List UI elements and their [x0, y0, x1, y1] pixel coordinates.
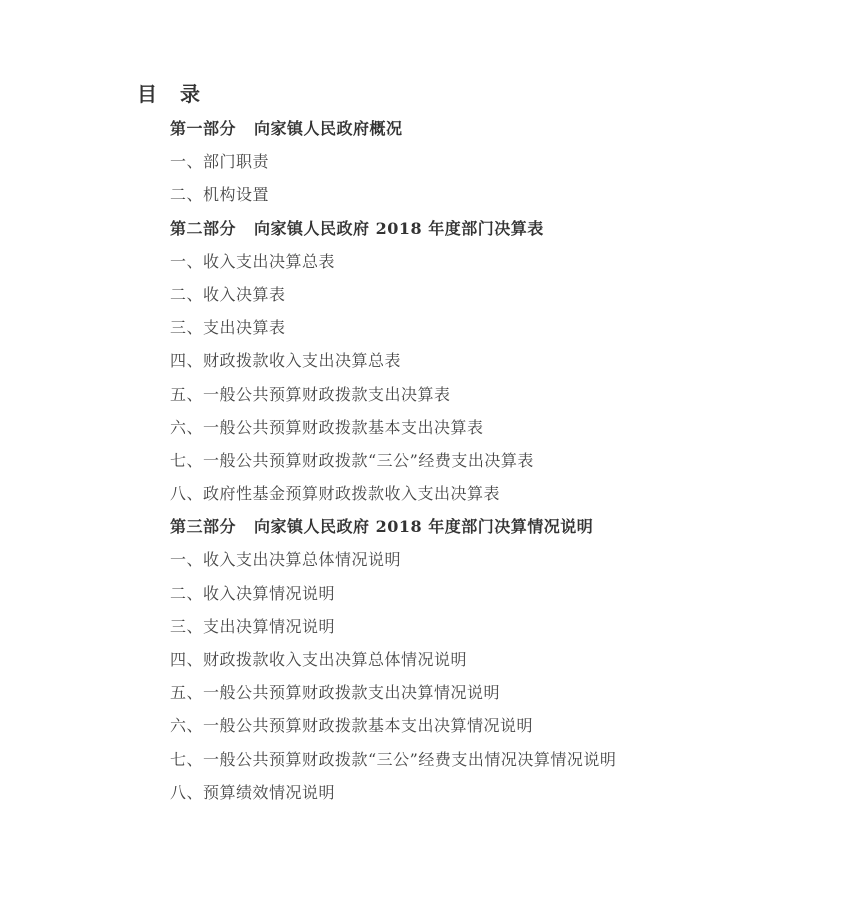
toc-item: 五、一般公共预算财政拨款支出决算表 — [170, 384, 451, 404]
toc-item: 四、财政拨款收入支出决算总表 — [170, 351, 402, 371]
part-heading: 向家镇人民政府 2018 年度部门决算情况说明 — [254, 517, 594, 537]
part-heading: 向家镇人民政府概况 — [254, 119, 403, 138]
toc-item: 二、收入决算表 — [170, 284, 286, 304]
toc-part-heading — [170, 212, 616, 245]
toc-item: 一、部门职责 — [170, 152, 270, 172]
toc-item: 二、机构设置 — [170, 185, 270, 205]
toc-item: 六、一般公共预算财政拨款基本支出决算情况说明 — [170, 716, 534, 736]
toc-list — [170, 112, 616, 809]
toc-part-heading — [170, 510, 616, 543]
toc-item: 四、财政拨款收入支出决算总体情况说明 — [170, 650, 468, 669]
toc-item: 七、一般公共预算财政拨款“三公”经费支出情况决算情况说明 — [170, 749, 617, 769]
toc-item: 八、预算绩效情况说明 — [170, 782, 336, 802]
part-label: 第三部分 — [170, 517, 237, 537]
part-label: 第一部分 — [170, 119, 237, 138]
toc-item: 五、一般公共预算财政拨款支出决算情况说明 — [170, 683, 501, 703]
toc-item: 三、支出决算情况说明 — [170, 616, 336, 636]
toc-part-heading — [170, 112, 616, 145]
toc-item: 一、收入支出决算总表 — [170, 251, 336, 271]
toc-item: 三、支出决算表 — [170, 318, 286, 338]
toc-item: 一、收入支出决算总体情况说明 — [170, 550, 402, 570]
toc-title: 目 录 — [137, 82, 208, 106]
toc-item: 八、政府性基金预算财政拨款收入支出决算表 — [170, 484, 501, 504]
toc-item: 七、一般公共预算财政拨款“三公”经费支出决算表 — [170, 450, 534, 470]
toc-item: 二、收入决算情况说明 — [170, 583, 336, 603]
part-label: 第二部分 — [170, 218, 237, 238]
toc-item: 六、一般公共预算财政拨款基本支出决算表 — [170, 417, 484, 437]
part-heading: 向家镇人民政府 2018 年度部门决算表 — [254, 218, 544, 238]
